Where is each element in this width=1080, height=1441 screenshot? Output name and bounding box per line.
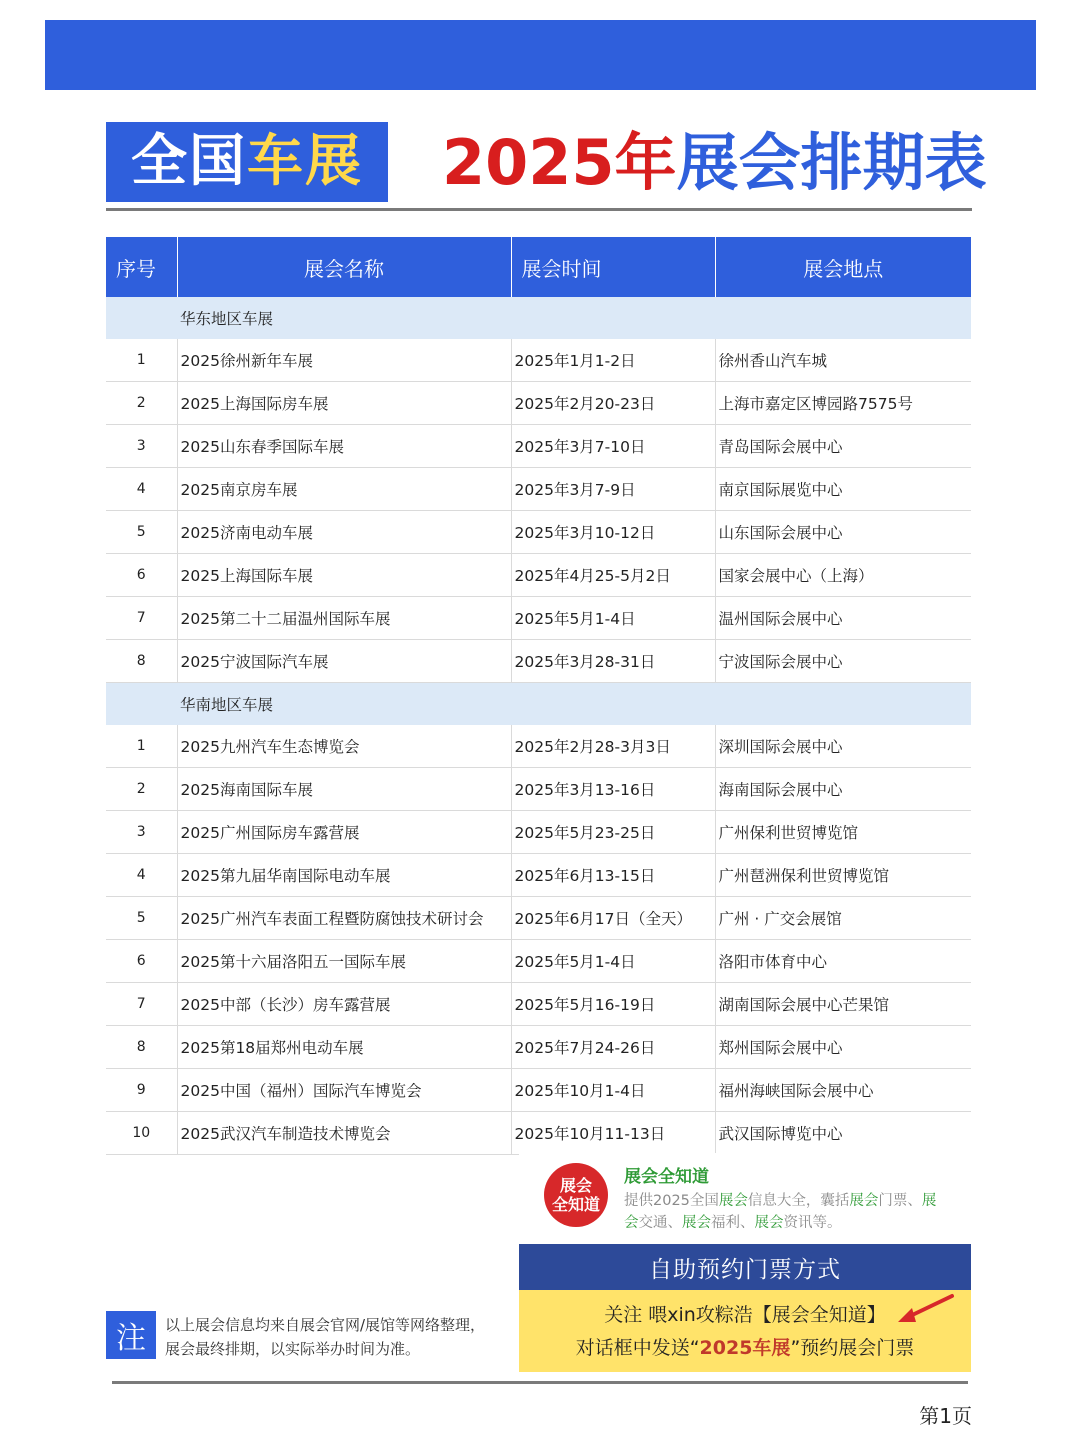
schedule-body <box>106 297 971 1155</box>
arrow-icon <box>894 1292 956 1326</box>
row-number: 1 <box>106 725 177 768</box>
row-name: 2025海南国际车展 <box>177 768 511 811</box>
column-header-date: 展会时间 <box>511 237 715 297</box>
title-divider <box>106 208 972 211</box>
row-name: 2025九州汽车生态博览会 <box>177 725 511 768</box>
row-name: 2025中国（福州）国际汽车博览会 <box>177 1069 511 1112</box>
row-date: 2025年3月10-12日 <box>511 511 715 554</box>
column-header-name: 展会名称 <box>177 237 511 297</box>
row-name: 2025第18届郑州电动车展 <box>177 1026 511 1069</box>
row-date: 2025年2月28-3月3日 <box>511 725 715 768</box>
note-line2: 展会最终排期，以实际举办时间为准。 <box>165 1340 421 1358</box>
table-row <box>106 1026 971 1069</box>
region-spacer <box>106 683 177 726</box>
title-right-year: 2025年 <box>442 126 677 199</box>
row-place: 深圳国际会展中心 <box>715 725 971 768</box>
promo-desc-part: 门票、 <box>878 1193 922 1209</box>
promo-panel <box>519 1153 971 1372</box>
row-name: 2025上海国际车展 <box>177 554 511 597</box>
promo-desc-part: 交通、 <box>638 1215 682 1231</box>
title-right-text: 展会排期表 <box>676 126 987 199</box>
table-row <box>106 811 971 854</box>
row-name: 2025徐州新年车展 <box>177 339 511 382</box>
promo-body <box>519 1290 971 1372</box>
table-row <box>106 940 971 983</box>
table-row <box>106 425 971 468</box>
row-number: 5 <box>106 897 177 940</box>
row-number: 3 <box>106 425 177 468</box>
row-place: 福州海峡国际会展中心 <box>715 1069 971 1112</box>
region-row <box>106 683 971 726</box>
row-number: 7 <box>106 597 177 640</box>
row-date: 2025年3月7-10日 <box>511 425 715 468</box>
title-left-part1: 全国 <box>131 129 247 194</box>
row-date: 2025年3月7-9日 <box>511 468 715 511</box>
note-text <box>165 1313 515 1361</box>
row-name: 2025广州汽车表面工程暨防腐蚀技术研讨会 <box>177 897 511 940</box>
table-row <box>106 725 971 768</box>
promo-line2-after: ”预约展会门票 <box>790 1337 915 1359</box>
row-place: 徐州香山汽车城 <box>715 339 971 382</box>
row-place: 广州琶洲保利世贸博览馆 <box>715 854 971 897</box>
row-place: 青岛国际会展中心 <box>715 425 971 468</box>
note-line1: 以上展会信息均来自展会官网/展馆等网络整理， <box>165 1316 486 1334</box>
row-place: 国家会展中心（上海） <box>715 554 971 597</box>
table-row <box>106 640 971 683</box>
promo-desc-part: 展会 <box>682 1215 711 1231</box>
row-date: 2025年5月1-4日 <box>511 597 715 640</box>
table-row <box>106 897 971 940</box>
promo-title: 展会全知道 <box>624 1167 709 1187</box>
row-number: 8 <box>106 1026 177 1069</box>
row-number: 6 <box>106 940 177 983</box>
row-number: 4 <box>106 854 177 897</box>
table-row <box>106 1069 971 1112</box>
row-name: 2025上海国际房车展 <box>177 382 511 425</box>
row-number: 8 <box>106 640 177 683</box>
table-row <box>106 597 971 640</box>
promo-badge <box>544 1163 608 1227</box>
row-place: 宁波国际会展中心 <box>715 640 971 683</box>
row-date: 2025年5月16-19日 <box>511 983 715 1026</box>
schedule-table <box>106 237 971 1155</box>
row-number: 2 <box>106 382 177 425</box>
row-number: 9 <box>106 1069 177 1112</box>
note-badge: 注 <box>106 1311 156 1359</box>
row-date: 2025年3月13-16日 <box>511 768 715 811</box>
row-date: 2025年3月28-31日 <box>511 640 715 683</box>
promo-desc-part: 提供2025全国 <box>624 1193 719 1209</box>
promo-badge-line1: 展会 <box>559 1176 592 1195</box>
column-header-number: 序号 <box>106 237 177 297</box>
promo-desc-part: 信息大全，囊括 <box>747 1193 850 1209</box>
column-header-place: 展会地点 <box>715 237 971 297</box>
promo-card <box>519 1153 971 1245</box>
table-row <box>106 768 971 811</box>
row-date: 2025年5月23-25日 <box>511 811 715 854</box>
row-number: 4 <box>106 468 177 511</box>
row-place: 湖南国际会展中心芒果馆 <box>715 983 971 1026</box>
row-date: 2025年2月20-23日 <box>511 382 715 425</box>
promo-desc-part: 展会 <box>718 1193 748 1209</box>
table-header-row <box>106 237 971 297</box>
region-label: 华东地区车展 <box>177 297 971 339</box>
row-date: 2025年5月1-4日 <box>511 940 715 983</box>
promo-description <box>624 1190 944 1234</box>
promo-desc-part: 展会 <box>754 1215 784 1231</box>
promo-line2-before: 对话框中发送“ <box>575 1337 700 1359</box>
region-label: 华南地区车展 <box>177 683 971 726</box>
promo-desc-part: 展会 <box>849 1193 879 1209</box>
row-place: 武汉国际博览中心 <box>715 1112 971 1155</box>
page-number: 第1页 <box>919 1404 972 1428</box>
row-date: 2025年7月24-26日 <box>511 1026 715 1069</box>
table-row <box>106 382 971 425</box>
row-name: 2025山东春季国际车展 <box>177 425 511 468</box>
promo-header: 自助预约门票方式 <box>519 1244 971 1290</box>
promo-desc-part: 展会 <box>624 1193 937 1231</box>
row-place: 海南国际会展中心 <box>715 768 971 811</box>
row-number: 10 <box>106 1112 177 1155</box>
row-place: 广州保利世贸博览馆 <box>715 811 971 854</box>
promo-line2-highlight: 2025车展 <box>699 1337 791 1359</box>
row-date: 2025年6月17日（全天） <box>511 897 715 940</box>
promo-desc-part: 资讯等。 <box>783 1215 842 1231</box>
footer-divider <box>112 1381 968 1384</box>
table-row <box>106 854 971 897</box>
row-date: 2025年6月13-15日 <box>511 854 715 897</box>
row-place: 广州 · 广交会展馆 <box>715 897 971 940</box>
row-number: 6 <box>106 554 177 597</box>
row-number: 7 <box>106 983 177 1026</box>
table-row <box>106 339 971 382</box>
row-number: 1 <box>106 339 177 382</box>
region-spacer <box>106 297 177 339</box>
row-name: 2025南京房车展 <box>177 468 511 511</box>
row-name: 2025济南电动车展 <box>177 511 511 554</box>
row-place: 温州国际会展中心 <box>715 597 971 640</box>
row-name: 2025宁波国际汽车展 <box>177 640 511 683</box>
row-number: 3 <box>106 811 177 854</box>
row-name: 2025第九届华南国际电动车展 <box>177 854 511 897</box>
table-row <box>106 554 971 597</box>
title-box <box>106 122 388 202</box>
page-title <box>106 122 987 208</box>
row-name: 2025中部（长沙）房车露营展 <box>177 983 511 1026</box>
row-place: 南京国际展览中心 <box>715 468 971 511</box>
title-right <box>442 126 987 200</box>
promo-desc-part: 福利、 <box>711 1215 755 1231</box>
row-name: 2025武汉汽车制造技术博览会 <box>177 1112 511 1155</box>
promo-line1: 关注 喂xin攻粽浩【展会全知道】 <box>604 1304 886 1326</box>
table-row <box>106 511 971 554</box>
row-date: 2025年1月1-2日 <box>511 339 715 382</box>
row-place: 洛阳市体育中心 <box>715 940 971 983</box>
title-left-part2: 车展 <box>247 129 363 194</box>
row-date: 2025年10月11-13日 <box>511 1112 715 1155</box>
row-number: 5 <box>106 511 177 554</box>
row-date: 2025年4月25-5月2日 <box>511 554 715 597</box>
row-name: 2025广州国际房车露营展 <box>177 811 511 854</box>
row-place: 郑州国际会展中心 <box>715 1026 971 1069</box>
row-place: 上海市嘉定区博园路7575号 <box>715 382 971 425</box>
table-row <box>106 983 971 1026</box>
row-date: 2025年10月1-4日 <box>511 1069 715 1112</box>
top-banner <box>45 20 1036 90</box>
region-row <box>106 297 971 339</box>
table-row <box>106 1112 971 1155</box>
promo-line2 <box>519 1333 971 1363</box>
row-name: 2025第二十二届温州国际车展 <box>177 597 511 640</box>
row-name: 2025第十六届洛阳五一国际车展 <box>177 940 511 983</box>
promo-badge-line2: 全知道 <box>551 1195 600 1214</box>
row-number: 2 <box>106 768 177 811</box>
row-place: 山东国际会展中心 <box>715 511 971 554</box>
table-row <box>106 468 971 511</box>
